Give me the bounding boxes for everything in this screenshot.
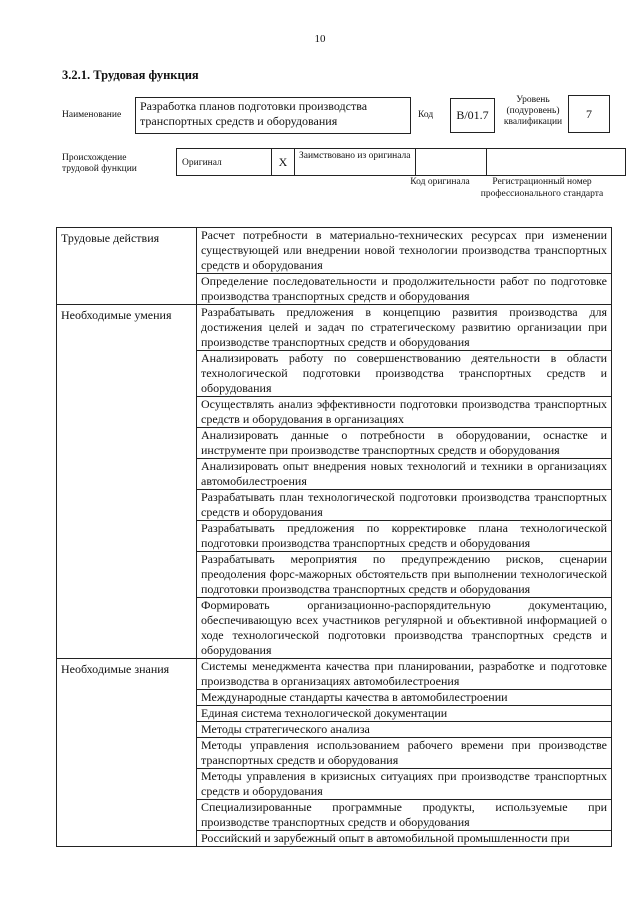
original-mark: X: [271, 148, 295, 176]
code-original-cell: [415, 148, 487, 176]
item-cell: Анализировать работу по совершенствованию деятельности в области технологической подготовки производства транспортных средств и оборудования: [197, 351, 612, 397]
item-cell: Разрабатывать предложения в концепцию развития производства для достижения целей и задач по стратегическому развитию организации при производстве транспортных средств и оборудования: [197, 305, 612, 351]
reg-number-label: Регистрационный номер профессионального стандарта: [480, 177, 604, 199]
item-cell: Разрабатывать предложения по корректировке плана технологической подготовки производства транспортных средств и оборудования: [197, 521, 612, 552]
item-cell: Формировать организационно-распорядительную документацию, обеспечивающую всех участников регулярной и объективной информацией о ходе технологической подготовки производства транспортных средств и оборудования: [197, 598, 612, 659]
item-cell: Российский и зарубежный опыт в автомобильной промышленности при: [197, 831, 612, 847]
item-cell: Определение последовательности и продолжительности работ по подготовке производства транспортных средств и оборудования: [197, 274, 612, 305]
item-cell: Осуществлять анализ эффективности подготовки производства транспортных средств и оборудования в организациях: [197, 397, 612, 428]
table-row: [57, 305, 612, 351]
item-cell: Методы управления использованием рабочего времени при производстве транспортных средств и оборудования: [197, 738, 612, 769]
page-number: 10: [314, 33, 326, 45]
item-cell: Единая система технологической документации: [197, 706, 612, 722]
item-cell: Методы управления в кризисных ситуациях при производстве транспортных средств и оборудования: [197, 769, 612, 800]
code-label: Код: [418, 110, 434, 120]
reg-number-cell: [486, 148, 626, 176]
category-cell: Необходимые знания: [57, 659, 197, 847]
item-cell: Разрабатывать мероприятия по предупреждению рисков, сценарии преодоления форс-мажорных обстоятельств при выполнении технологической подготовки производства транспортных средств и оборудования: [197, 552, 612, 598]
table-row: [57, 659, 612, 690]
function-name: Разработка планов подготовки производства транспортных средств и оборудования: [135, 97, 411, 134]
original-label: Оригинал: [182, 158, 222, 168]
item-cell: Анализировать данные о потребности в оборудовании, оснастке и инструменте при производстве транспортных средств и оборудования: [197, 428, 612, 459]
function-code: B/01.7: [450, 98, 495, 133]
function-table: [56, 227, 612, 847]
borrowed-label: Заимствовано из оригинала: [294, 148, 416, 176]
qualification-level: 7: [568, 95, 610, 133]
origin-label: Происхождение трудовой функции: [62, 153, 137, 174]
section-title: 3.2.1. Трудовая функция: [62, 68, 199, 82]
level-label: Уровень (подуровень) квалификации: [503, 95, 563, 127]
name-label: Наименование: [62, 110, 122, 120]
item-cell: Анализировать опыт внедрения новых технологий и техники в организациях автомобилестроения: [197, 459, 612, 490]
category-cell: Необходимые умения: [57, 305, 197, 659]
table-row: [57, 228, 612, 274]
item-cell: Системы менеджмента качества при планировании, разработке и подготовке производства в организациях автомобилестроения: [197, 659, 612, 690]
original-cell: [176, 148, 272, 176]
category-cell: Трудовые действия: [57, 228, 197, 305]
code-original-label: Код оригинала: [410, 177, 470, 187]
item-cell: Специализированные программные продукты, используемые при производстве транспортных средств и оборудования: [197, 800, 612, 831]
origin-row: [177, 148, 626, 176]
item-cell: Расчет потребности в материально-технических ресурсах при изменении существующей или внедрении новой технологии производства транспортных средств и оборудования: [197, 228, 612, 274]
item-cell: Разрабатывать план технологической подготовки производства транспортных средств и оборудования: [197, 490, 612, 521]
item-cell: Международные стандарты качества в автомобилестроении: [197, 690, 612, 706]
item-cell: Методы стратегического анализа: [197, 722, 612, 738]
